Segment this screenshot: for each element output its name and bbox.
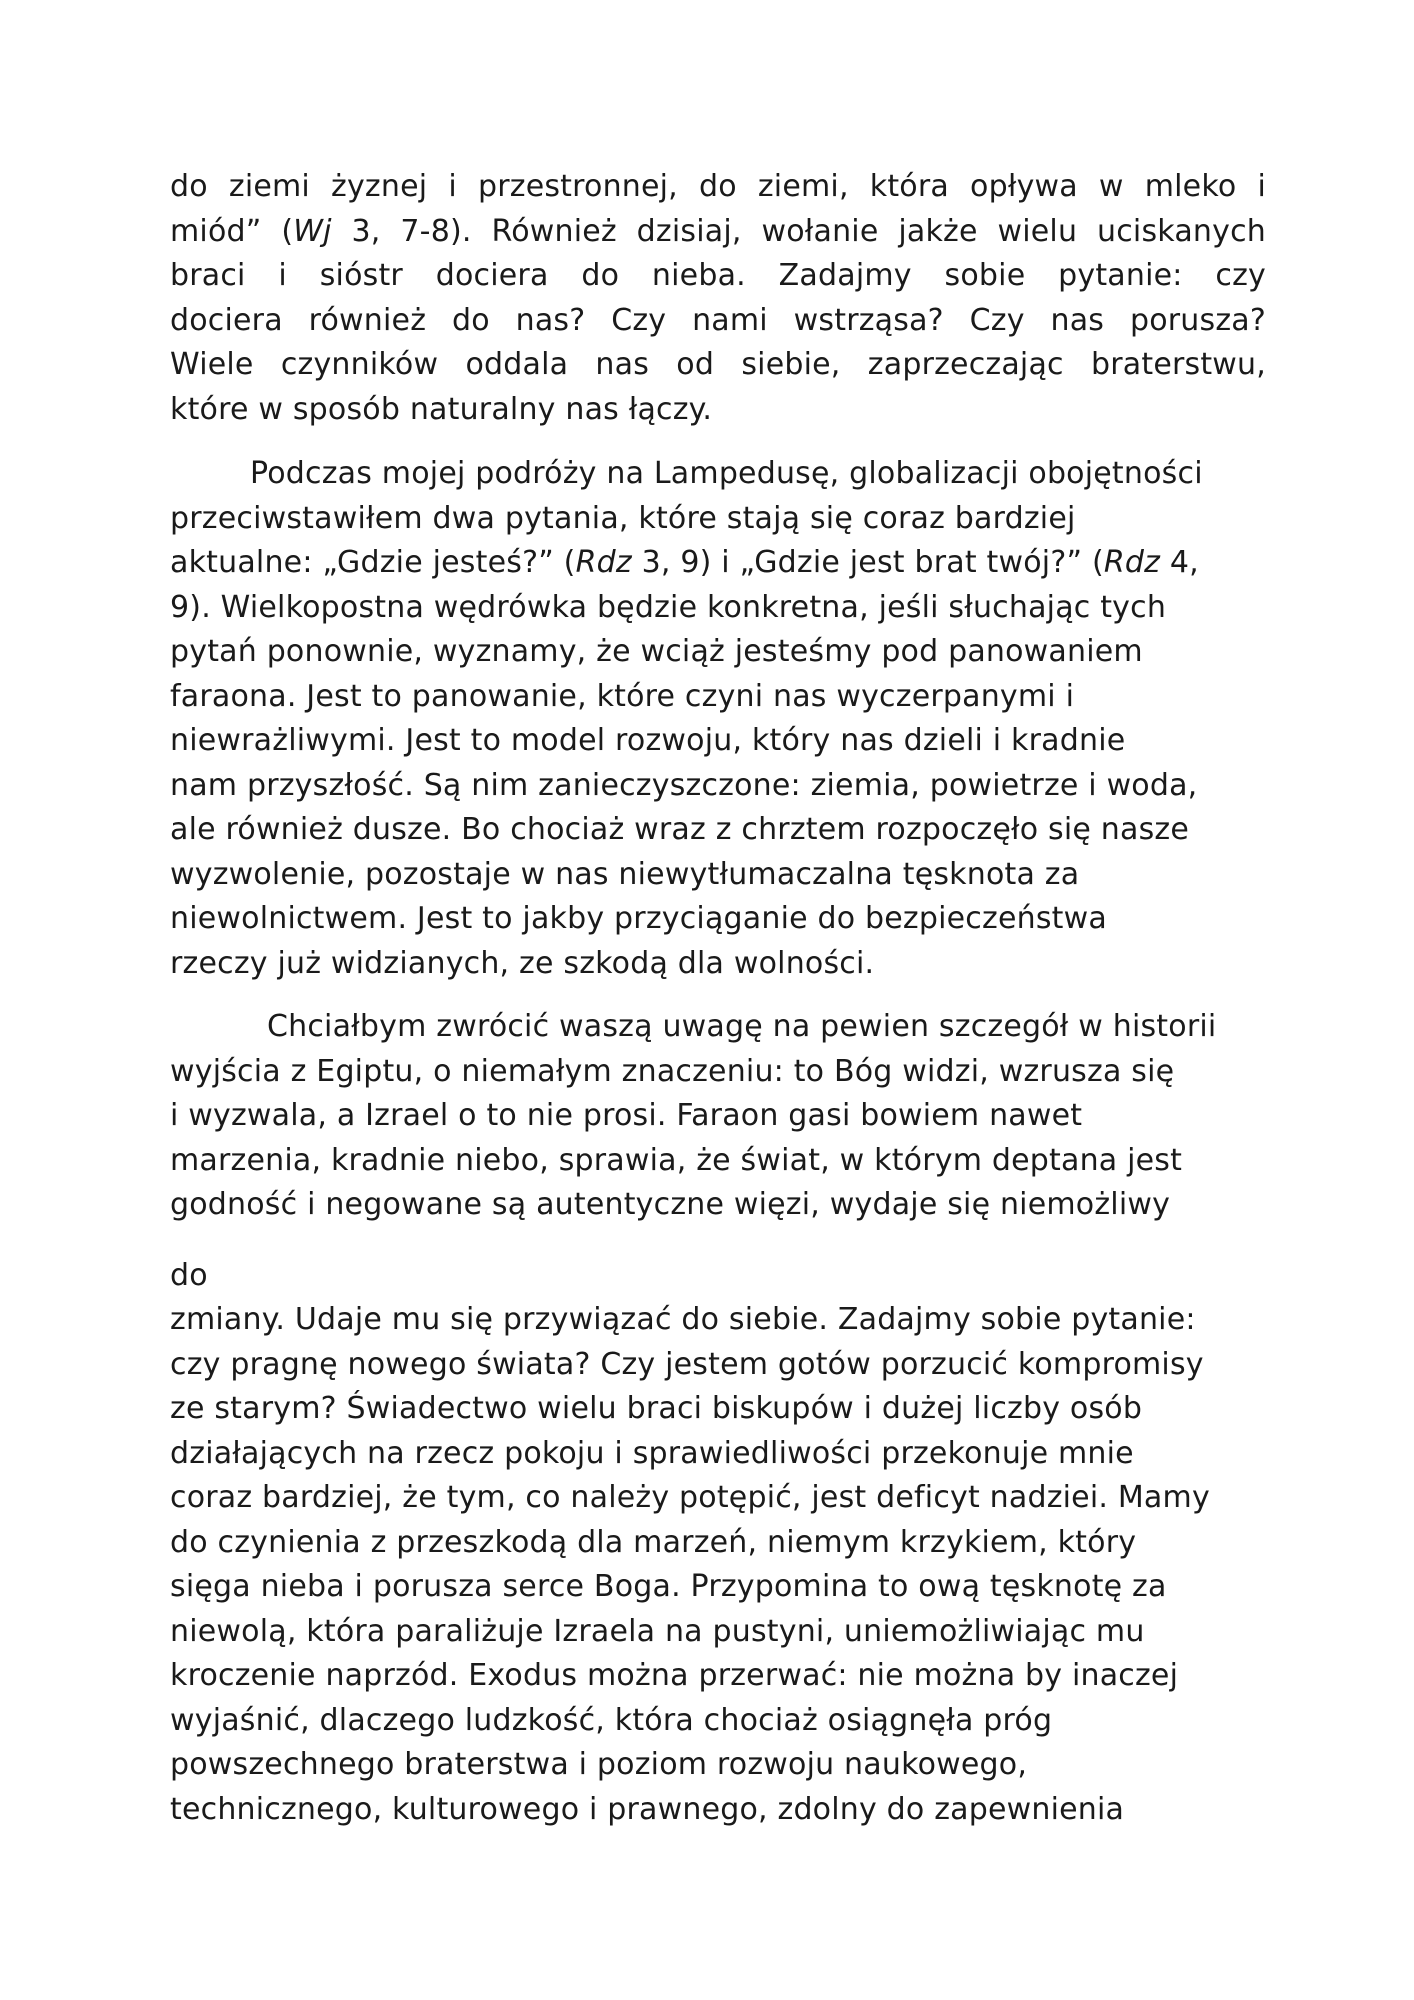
text-line: czy pragnę nowego świata? Czy jestem gotów porzucić kompromisy: [170, 1346, 1204, 1382]
text-line: do ziemi żyznej i przestronnej, do ziemi, która opływa w mleko i: [170, 169, 1266, 204]
text-line: Chciałbym zwrócić waszą uwagę na pewien szczegół w historii: [267, 1009, 1217, 1044]
paragraph-5: [170, 1298, 1266, 1832]
bible-reference: Wj: [293, 213, 332, 249]
paragraph-1: [170, 165, 1266, 432]
text-line: braci i sióstr dociera do nieba. Zadajmy sobie pytanie: czy: [170, 258, 1266, 293]
text-fragment: 4,: [1160, 545, 1199, 580]
text-line: wyjścia z Egiptu, o niemałym znaczeniu: to Bóg widzi, wzrusza się: [170, 1053, 1175, 1089]
text-line: które w sposób naturalny nas łączy.: [170, 391, 713, 427]
text-line: faraona. Jest to panowanie, które czyni nas wyczerpanymi i: [170, 678, 1075, 714]
paragraph-4: [170, 1254, 1266, 1299]
bible-reference: Rdz: [1103, 545, 1161, 580]
text-line: Podczas mojej podróży na Lampedusę, globalizacji obojętności: [250, 456, 1203, 491]
text-fragment: 3, 7-8). Również dzisiaj, wołanie jakże wielu uciskanych: [331, 213, 1266, 249]
text-line: ze starym? Świadectwo wielu braci biskupów i dużej liczby osób: [170, 1391, 1143, 1426]
text-line: nam przyszłość. Są nim zanieczyszczone: ziemia, powietrze i woda,: [170, 767, 1198, 803]
text-line: niewrażliwymi. Jest to model rozwoju, który nas dzieli i kradnie: [170, 723, 1126, 758]
text-line: wyjaśnić, dlaczego ludzkość, która chociaż osiągnęła próg: [170, 1702, 1053, 1738]
bible-reference: Rdz: [575, 545, 632, 580]
text-line: technicznego, kulturowego i prawnego, zdolny do zapewnienia: [170, 1791, 1125, 1827]
text-line: do czynienia z przeszkodą dla marzeń, niemym krzykiem, który: [170, 1524, 1137, 1560]
text-line: [170, 210, 1266, 255]
text-line: sięga nieba i porusza serce Boga. Przypomina to ową tęsknotę za: [170, 1569, 1167, 1604]
text-line: niewolą, która paraliżuje Izraela na pustyni, uniemożliwiając mu: [170, 1613, 1145, 1649]
text-line: ale również dusze. Bo chociaż wraz z chrztem rozpoczęło się nasze: [170, 812, 1190, 847]
text-line: i wyzwala, a Izrael o to nie prosi. Faraon gasi bowiem nawet: [170, 1098, 1083, 1133]
text-line: niewolnictwem. Jest to jakby przyciąganie do bezpieczeństwa: [170, 901, 1107, 936]
text-line: kroczenie naprzód. Exodus można przerwać: nie można by inaczej: [170, 1658, 1179, 1693]
text-line: zmiany. Udaje mu się przywiązać do siebie. Zadajmy sobie pytanie:: [170, 1302, 1196, 1337]
text-line: powszechnego braterstwa i poziom rozwoju naukowego,: [170, 1747, 1028, 1782]
text-line: marzenia, kradnie niebo, sprawia, że świat, w którym deptana jest: [170, 1142, 1183, 1178]
paragraph-2: [170, 452, 1266, 986]
text-line: przeciwstawiłem dwa pytania, które stają się coraz bardziej: [170, 500, 1076, 536]
text-line: wyzwolenie, pozostaje w nas niewytłumaczalna tęsknota za: [170, 856, 1080, 892]
text-fragment: 3, 9) i „Gdzie jest brat twój?” (: [631, 545, 1104, 580]
text-line: coraz bardziej, że tym, co należy potępić, jest deficyt nadziei. Mamy: [170, 1480, 1210, 1515]
paragraph-3: [170, 1005, 1266, 1228]
text-line: Wiele czynników oddala nas od siebie, zaprzeczając braterstwu,: [170, 347, 1266, 382]
text-line: rzeczy już widzianych, ze szkodą dla wolności.: [170, 945, 875, 981]
text-line: godność i negowane są autentyczne więzi, wydaje się niemożliwy: [170, 1187, 1171, 1222]
text-line: [170, 541, 1266, 586]
text-line: działających na rzecz pokoju i sprawiedliwości przekonuje mnie: [170, 1435, 1134, 1471]
text-line: pytań ponownie, wyznamy, że wciąż jesteśmy pod panowaniem: [170, 634, 1143, 669]
text-line: dociera również do nas? Czy nami wstrząsa? Czy nas porusza?: [170, 302, 1266, 338]
text-fragment: miód” (: [170, 213, 294, 249]
text-line: 9). Wielkopostna wędrówka będzie konkretna, jeśli słuchając tych: [170, 589, 1167, 625]
text-line: do: [170, 1258, 208, 1293]
text-fragment: aktualne: „Gdzie jesteś?” (: [170, 545, 576, 580]
